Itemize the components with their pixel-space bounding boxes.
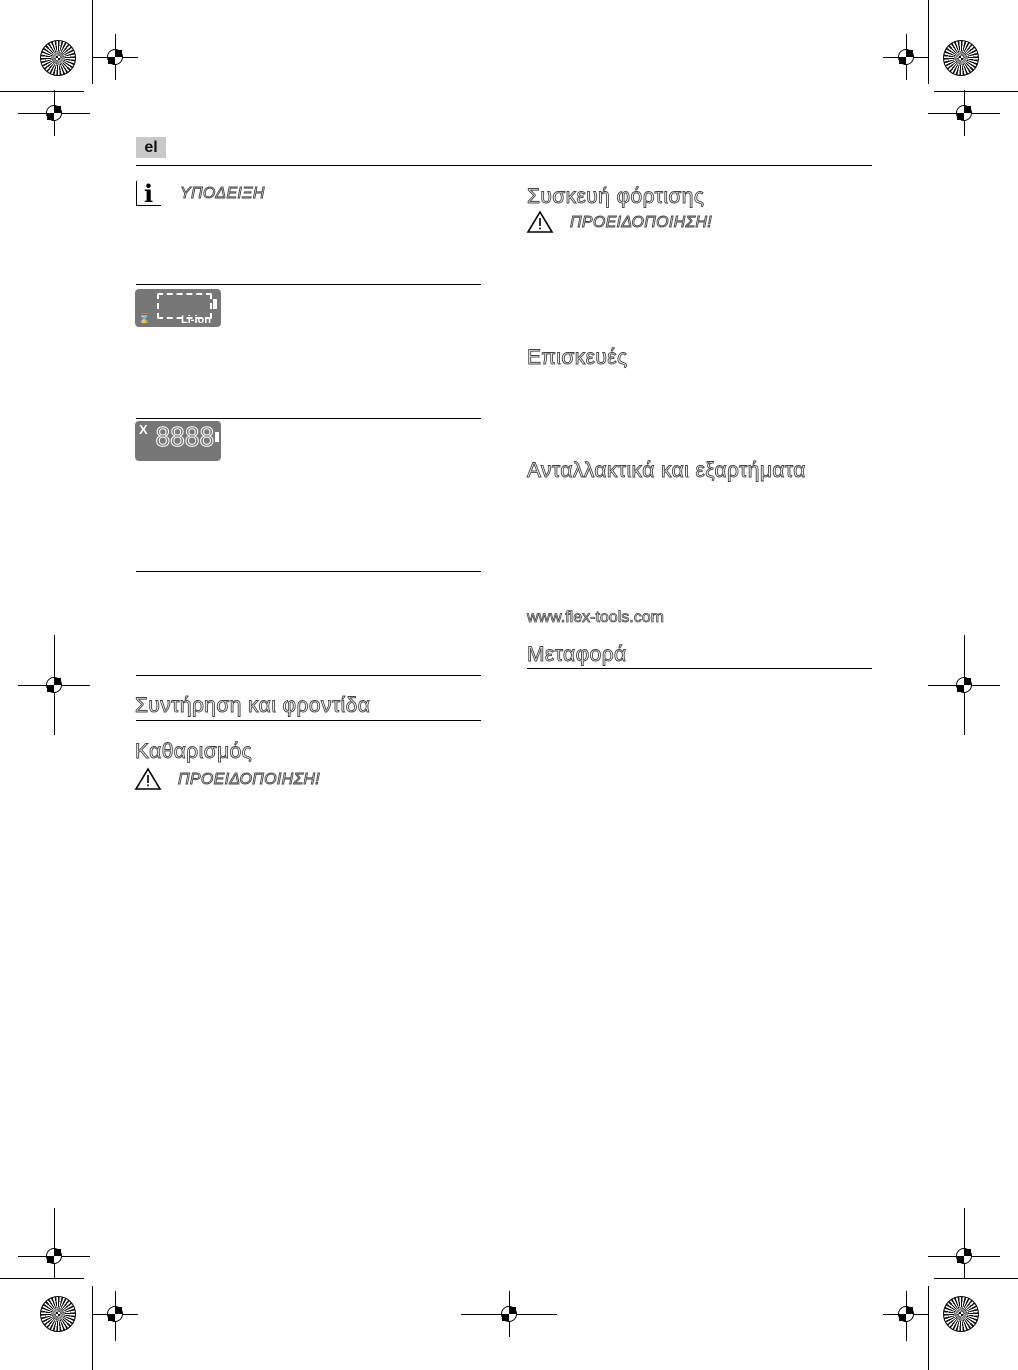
battery-display-digits [135,421,221,461]
registration-wheel-top-right [943,40,979,76]
website-link[interactable]: www.flex-tools.com [527,609,664,626]
registration-wheel-bottom-right [943,1296,979,1332]
heading-underline [136,720,481,721]
hourglass-icon: ⌛ [138,314,151,325]
lcd-digits: 8888 [155,423,214,453]
language-tag: el [136,137,166,158]
registration-wheel-top-left [40,40,76,76]
note-label: ΥΠΟΔΕΙΞΗ [180,185,265,202]
heading-underline [527,668,872,669]
trim-line [92,0,93,84]
battery-terminal [215,432,219,442]
warning-triangle-icon [526,210,554,234]
trim-line [934,91,1018,92]
transport-heading: Μεταφορά [527,643,627,666]
lcd-prefix: X [139,422,148,437]
trim-line [928,0,929,84]
trim-line [934,1278,1018,1279]
divider [136,675,481,676]
registration-wheel-bottom-left [40,1296,76,1332]
cleaning-warning-label: ΠΡΟΕΙΔΟΠΟΙΗΣΗ! [178,771,321,788]
maintenance-heading: Συντήρηση και φροντίδα [135,694,371,717]
trim-line [928,1286,929,1370]
lcd-label: Li-ion [181,314,211,326]
trim-line [0,91,84,92]
trim-line [92,1286,93,1370]
header-rule [136,165,872,166]
trim-line [0,1278,84,1279]
repairs-heading: Επισκευές [527,346,628,369]
battery-display-li-ion [135,289,221,327]
battery-terminal [213,299,217,309]
parts-heading: Ανταλλακτικά και εξαρτήματα [527,459,806,482]
divider [136,284,481,285]
charger-warning-label: ΠΡΟΕΙΔΟΠΟΙΗΣΗ! [570,214,713,231]
divider [136,571,481,572]
info-icon: i [136,181,161,206]
cleaning-heading: Καθαρισμός [135,740,253,763]
divider [136,418,481,419]
charger-heading: Συσκευή φόρτισης [527,185,705,208]
warning-triangle-icon [134,767,162,791]
